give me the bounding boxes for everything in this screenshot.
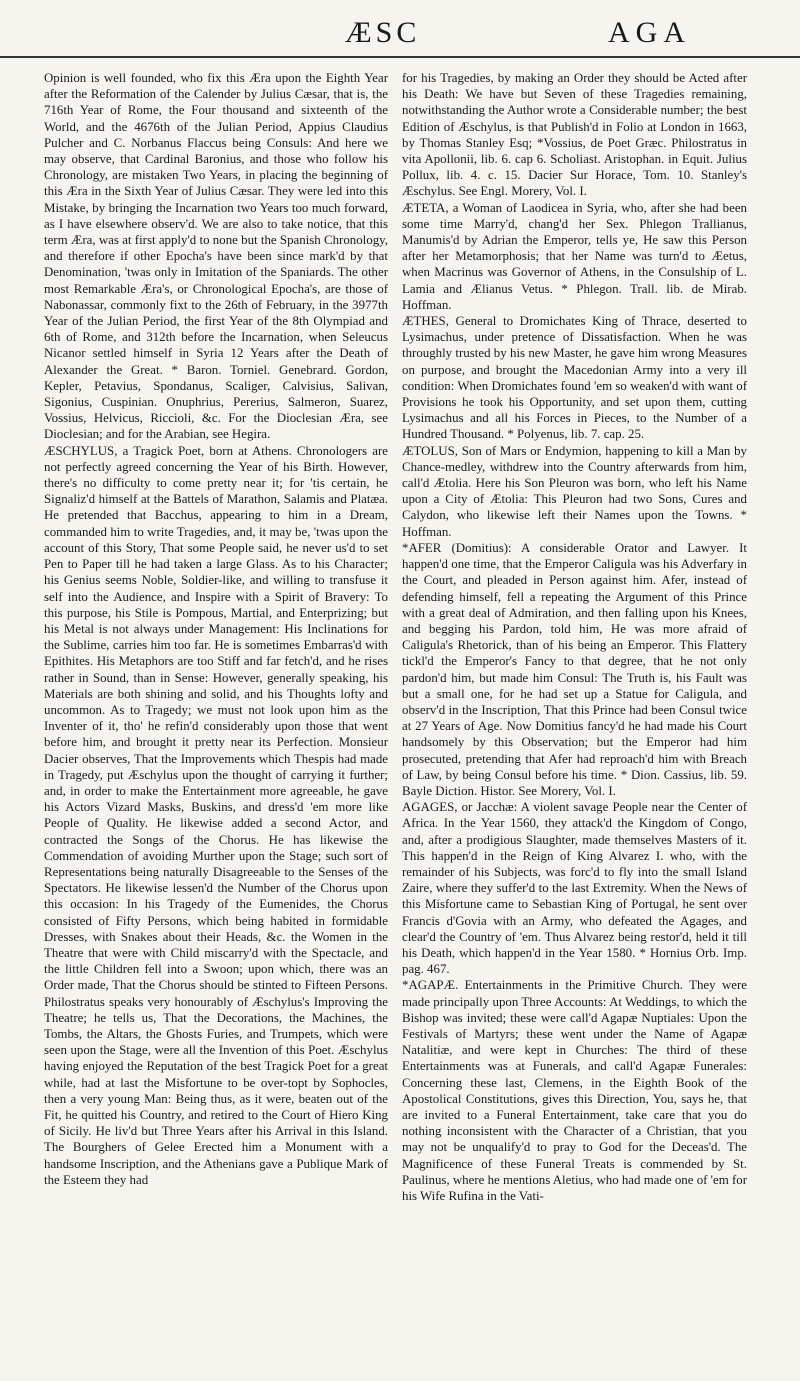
entry-agages: AGAGES, or Jacchæ: A violent savage People near the Center of Africa. In the Year 1560, they attack'd the Kingdom of Congo, and, after a prodigious Slaughter, made themselves Masters of it. This happen'd in the Reign of King Alvarez I. who, with the remainder of his Subjects, was forc'd to fly into the small Island Zaire, where they suffer'd to the last Extremity. When the News of this Misfortune came to Sebastian King of Portugal, he sent over Francis d'Govia with an Army, who defeated the Agages, and clear'd the Country of 'em. Thus Alvarez being restor'd, held it till his Death, which happen'd in the Year 1580. * Hornius Orb. Imp. pag. 467. [402,800,747,977]
running-head-left: ÆSC [345,16,421,49]
entry-aethes: ÆTHES, General to Dromichates King of Thrace, deserted to Lysimachus, under pretence of Dissatisfaction. When he was throughly trusted by his new Master, he gave him wrong Measures on purpose, and brought the Macedonian Army into a very ill condition: When Dromichates found 'em so weaken'd with want of Provisions he took his Opportunity, and set upon them, cutting Lysimachus and all his Forces in Pieces, to the Number of a Hundred Thousand. * Polyenus, lib. 7. cap. 25. [402,314,747,442]
entry-aera-continued: Opinion is well founded, who fix this Æra upon the Eighth Year after the Reformation of the Calender by Julius Cæsar, that is, the 716th Year of Rome, the Four thousand and sixteenth of the World, and the 4676th of the Julian Period, Appius Claudius Pulcher and C. Norbanus Flaccus being Consuls: And here we may observe, that Cardinal Baronius, and those who follow his Chronology, are mistaken Two Years, in placing the beginning of this Æra in the Sixth Year of Julius Cæsar. They were led into this Mistake, by bringing the Incarnation two Years too much forward, as I have elsewhere observ'd. We are also to take notice, that this term Æra, was at first apply'd to none but the Spanish Chronology, and therefore if other Epocha's have been since mark'd by that Denomination, 'twas only in Imitation of the Spaniards. The other most Remarkable Æra's, or Chronological Epocha's, are those of Nabonassar, commonly fixt to the 26th of February, in the 3977th Year of the Julian Period, the first Year of the 8th Olympiad and 6th of Rome, and 312th before the Incarnation, when Seleucus Nicanor settled himself in Syria 12 Years after the Death of Alexander the Great. * Baron. Torniel. Genebrard. Gordon, Kepler, Petavius, Spondanus, Scaliger, Calvisius, Salivan, Sigonius, Cuspinian. Onuphrius, Pererius, Salmeron, Suarez, Vossius, Helvicus, Riccioli, &c. For the Dioclesian Æra, see Dioclesian; and for the Arabian, see Hegira. [44,71,388,442]
header-rule [0,56,800,58]
entry-afer: *AFER (Domitius): A considerable Orator and Lawyer. It happen'd one time, that the Emperor Caligula was his Adverfary in the Court, and pleaded in Person against him. Afer, instead of defending himself, fell a repeating the Argument of this Prince with a great deal of Admiration, and then falling upon his Knees, and begging his Pardon, told him, He was more afraid of Caligula's Rhetorick, than of his being an Emperor. This Flattery tickl'd the Emperor's Fancy to that degree, that he not only pardon'd him, but made him Consul: The Truth is, his Fault was but a small one, for he had set up a Statue for Caligula, and observ'd in the Inscription, That this Prince had been Consul twice at 27 Years of Age. Now Domitius fancy'd he had made his Court handsomely by this Observation; but the Emperor had him prosecuted, pretending that Afer had reproach'd him with Breach of Law, by being Consul before his time. * Dion. Cassius, lib. 59. Bayle Diction. Histor. See Morery, Vol. I. [402,540,747,798]
entry-aetolus: ÆTOLUS, Son of Mars or Endymion, happening to kill a Man by Chance-medley, withdrew into the Country afterwards from him, call'd Ætolia. Here his Son Pleuron was born, who left his Name upon a City of Ætolia: This Pleuron had two Sons, Cures and Calydon, who likewise left their Names upon the Towns. * Hoffman. [402,443,747,539]
right-column [402,70,747,1370]
entry-aeteta: ÆTETA, a Woman of Laodicea in Syria, who, after she had been some time Marry'd, chang'd her Sex. Phlegon Trallianus, Manumis'd by Adrian the Emperor, tells ye, He saw this Person after her Metamorphosis; that her Name was turn'd to Æetus, when Macrinus was Governor of Athens, in the Consulship of L. Lamia and Ælianus Vetus. * Phlegon. Trall. lib. de Mirab. Hoffman. [402,200,747,312]
left-column [44,70,388,1370]
page-header [0,0,800,62]
running-head-right: AGA [608,16,691,49]
entry-agapae: *AGAPÆ. Entertainments in the Primitive Church. They were made principally upon Three Accounts: At Weddings, to which the Bishop was invited; these were call'd Agapæ Nuptiales: Upon the Festivals of Martyrs; these went under the Name of Agapæ Natalitiæ, and were kept in Churches: The third of these Entertainments was at Funerals, and call'd Agapæ Funerales: Concerning these last, Clemens, in the Eighth Book of the Apostolical Constitutions, gives this Direction, You, says he, that are invited to a Funeral Entertainment, take care that you do nothing inconsistent with the Character of a Christian, that you may not be unqualify'd to pray to God for the Deceas'd. The Magnificence of these Funeral Treats is commended by St. Paulinus, where he mentions Aletius, who had made one of 'em for his Wife Rufina in the Vati- [402,978,747,1204]
entry-aeschylus-continued: for his Tragedies, by making an Order they should be Acted after his Death: We have but Seven of these Tragedies remaining, notwithstanding the Author wrote a Considerable number; the best Edition of Æschylus, is that Publish'd in Folio at London in 1663, by Thomas Stanley Esq; *Vossius, de Poet Græc. Philostratus in vita Apollonii, lib. 6. cap 6. Scholiast. Aristophan. in Equit. Julius Pollux, lib. 4. c. 15. Dacier Sur Horace, Tom. 10. Stanley's Æschylus. See Engl. Morery, Vol. I. [402,71,747,199]
entry-aeschylus: ÆSCHYLUS, a Tragick Poet, born at Athens. Chronologers are not perfectly agreed concerning the Year of his Birth. However, there's no difficulty to come pretty near it; for 'tis certain, he Signaliz'd himself at the Battels of Marathon, Salamis and Platæa. He pretended that Bacchus, appearing to him in a Dream, commanded him to write Tragedies, and, it may be, 'twas upon the account of this Story, That some People said, he never us'd to set Pen to Paper till he had taken a large Glass. As to his Character; his Genius seems Noble, Soldier-like, and willing to transfuse it self into the Audience, and Inspire with a Spirit of Bravery: To this purpose, his Stile is Pompous, Martial, and Enterprizing; but his Metal is not always under Management: His Inclinations for the Sublime, carries him too far. He is sometimes Embarras'd with Epithites. His Metaphors are too Stiff and far fetch'd, and he rises rather in Sound, than in Sense: However, generally speaking, his Materials are both shining and solid, and his Thoughts lofty and uncommon. As to Tragedy; we must not look upon him as the Inventer of it, tho' he refin'd considerably upon those that went before him, and brought it pretty near its Perfection. Monsieur Dacier observes, That the Improvements which Thespis had made in Tragedy, put Æschylus upon the thought of carrying it further; and, in order to make the Entertainment more agreeable, he gave his Actors Vizard Masks, Buskins, and dress'd 'em more like People of Quality. He likewise added a second Actor, and contracted the Songs of the Chorus. He has likewise the Commendation of avoiding Murther upon the Stage; such sort of Representations being naturally Disagreeable to the Senses of the Spectators. He likewise lessen'd the Number of the Chorus upon this occasion: In his Tragedy of the Eumenides, the Chorus consisted of Fifty Persons, which being habited in formidable Dresses, with Snakes about their Heads, &c. the Women in the Theatre that were with Child miscarry'd with the Spectacle, and the little Children fell into a Swoon; upon which, there was an Order made, That the Chorus should be stinted to Fifteen Persons. Philostratus speaks very honourably of Æschylus's Improving the Theatre; he tells us, That the Decorations, the Machines, the Tombs, the Altars, the Ghosts Furies, and Trumpets, which were seen upon the Stage, were all the Invention of this Poet. Æschylus having enjoyed the Reputation of the best Tragick Poet for a great while, had at last the Misfortune to be over-topt by Sophocles, then a very young Man: Being thus, as it were, beaten out of the Fit, he quitted his Country, and retired to the Court of Hiero King of Sicily. He liv'd but Three Years after his Arrival in this Island. The Bourghers of Gelee Erected him a Monument with a handsome Inscription, and the Athenians gave a Publique Mark of the Esteem they had [44,443,388,1187]
